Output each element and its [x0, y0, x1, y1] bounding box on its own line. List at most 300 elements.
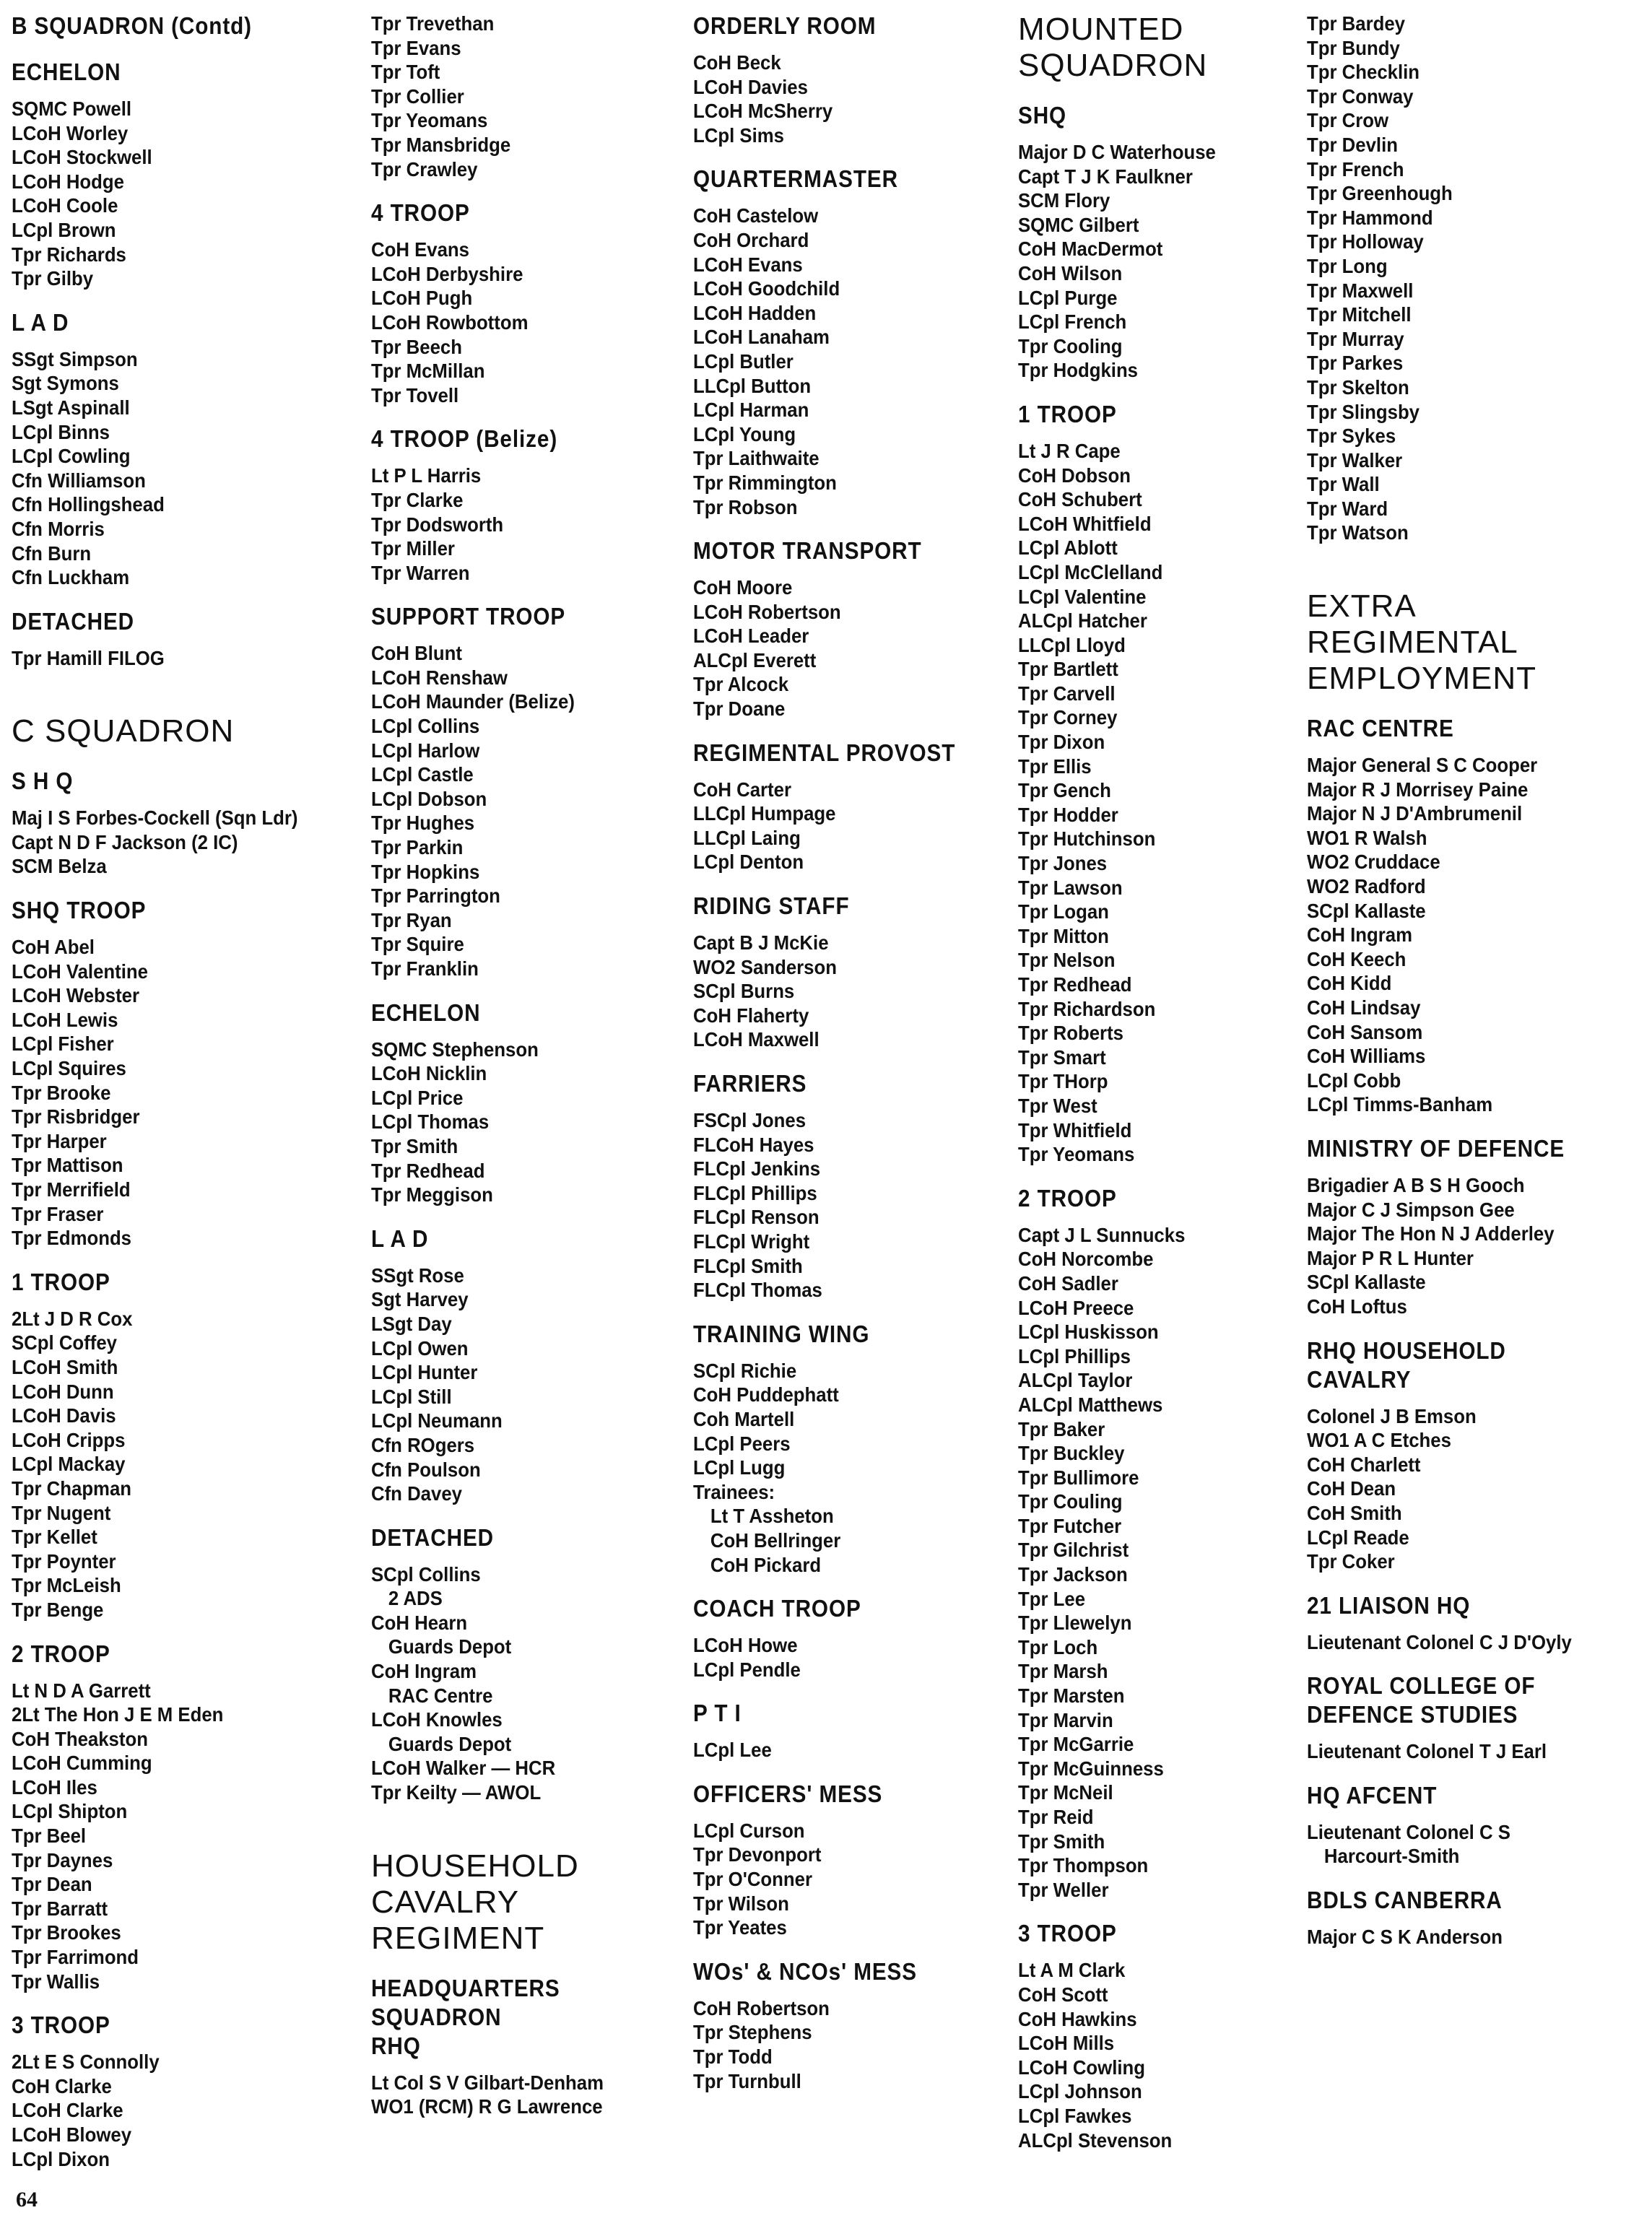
personnel-entry: CoH Williams [1307, 1045, 1426, 1068]
personnel-entry: Tpr THorp [1018, 1070, 1108, 1093]
section [371, 12, 674, 181]
personnel-entry: LCpl Harman [693, 399, 809, 422]
personnel-entry: Tpr Lawson [1018, 876, 1123, 899]
personnel-list [371, 641, 674, 980]
personnel-entry: Tpr Mansbridge [371, 133, 511, 156]
personnel-list [1018, 1958, 1321, 2152]
personnel-entry: LCoH Valentine [12, 960, 148, 983]
personnel-entry: SCpl Richie [693, 1359, 797, 1382]
personnel-entry: FLCoH Hayes [693, 1133, 814, 1156]
personnel-entry: Cfn Morris [12, 517, 105, 540]
personnel-entry: Tpr McNeil [1018, 1781, 1113, 1804]
personnel-entry: LCpl Owen [371, 1336, 469, 1360]
personnel-entry: Lieutenant Colonel C S [1307, 1820, 1510, 1843]
personnel-list [12, 1679, 315, 1994]
personnel-entry: Tpr Bullimore [1018, 1466, 1139, 1489]
personnel-entry: Lt T Assheton [710, 1505, 834, 1528]
section-heading: MINISTRY OF DEFENCE [1307, 1134, 1565, 1162]
personnel-entry: Tpr Murray [1307, 327, 1404, 350]
section [12, 1268, 315, 1622]
personnel-entry: SQMC Stephenson [371, 1038, 539, 1061]
personnel-entry: LCoH Clarke [12, 2099, 123, 2122]
personnel-entry: CoH Castelow [693, 204, 819, 227]
section [693, 1594, 996, 1682]
personnel-entry: LCoH Stockwell [12, 146, 152, 169]
personnel-entry: LCoH Walker — HCR [371, 1757, 556, 1780]
personnel-entry: Tpr Dodsworth [371, 513, 504, 536]
personnel-entry: FSCpl Jones [693, 1109, 807, 1131]
personnel-list [12, 806, 315, 879]
personnel-list [1307, 1630, 1610, 1655]
personnel-entry: Tpr Mitchell [1307, 303, 1412, 326]
personnel-entry: LCoH Iles [12, 1775, 97, 1799]
personnel-entry: Capt T J K Faulkner [1018, 165, 1193, 188]
personnel-entry: Cfn Davey [371, 1482, 462, 1505]
personnel-list [693, 1996, 996, 2093]
personnel-entry: Tpr Harper [12, 1129, 107, 1152]
personnel-list [1307, 12, 1610, 545]
section-heading: SHQ TROOP [12, 897, 147, 924]
personnel-entry: LCoH Maxwell [693, 1028, 820, 1051]
personnel-entry: LCpl Denton [693, 851, 804, 874]
personnel-entry: Tpr Alcock [693, 673, 789, 696]
personnel-entry: LSgt Day [371, 1312, 452, 1335]
section-heading: MOTOR TRANSPORT [693, 537, 922, 565]
section-heading: WOs' & NCOs' MESS [693, 1957, 917, 1985]
section [371, 425, 674, 585]
personnel-entry: CoH Charlett [1307, 1453, 1421, 1476]
personnel-list [693, 1633, 996, 1682]
personnel-entry: Maj I S Forbes-Cockell (Sqn Ldr) [12, 806, 298, 830]
personnel-entry: Tpr Smith [371, 1134, 458, 1157]
personnel-list [693, 1738, 996, 1762]
personnel-entry: Tpr Conway [1307, 84, 1414, 108]
personnel-entry: Brigadier A B S H Gooch [1307, 1173, 1525, 1196]
section-heading: DETACHED [12, 607, 135, 635]
personnel-entry: FLCpl Renson [693, 1206, 820, 1229]
personnel-entry: CoH Smith [1307, 1501, 1402, 1524]
section [693, 1320, 996, 1577]
section-heading: RAC CENTRE [1307, 715, 1454, 742]
personnel-entry: LLCpl Button [693, 374, 812, 397]
personnel-entry: LCpl Johnson [1018, 2080, 1142, 2103]
personnel-entry: LCpl Fawkes [1018, 2104, 1132, 2127]
personnel-entry: LCpl Shipton [12, 1800, 128, 1823]
unit-title: MOUNTED SQUADRON [1018, 12, 1208, 83]
personnel-entry: Major The Hon N J Adderley [1307, 1222, 1555, 1245]
personnel-list [12, 347, 315, 590]
personnel-entry: Lt J R Cape [1018, 439, 1121, 462]
personnel-entry: LCpl Neumann [371, 1409, 503, 1432]
personnel-entry: LCoH Davis [12, 1404, 116, 1427]
personnel-entry: Tpr Hodder [1018, 803, 1118, 826]
personnel-entry: LCpl Fisher [12, 1032, 114, 1056]
personnel-entry: Tpr Warren [371, 561, 470, 584]
personnel-list [12, 646, 315, 671]
personnel-entry: ALCpl Matthews [1018, 1393, 1163, 1416]
personnel-entry: Tpr Bundy [1307, 36, 1400, 59]
personnel-entry: CoH Hawkins [1018, 2007, 1137, 2030]
personnel-list [1018, 1223, 1321, 1902]
section [12, 58, 315, 291]
personnel-entry: LCpl Mackay [12, 1453, 126, 1476]
personnel-entry: Sgt Symons [12, 372, 119, 395]
section [693, 165, 996, 519]
unit-title: HOUSEHOLD CAVALRY REGIMENT [371, 1848, 579, 1956]
personnel-entry: LCoH Leader [693, 625, 809, 648]
section [1018, 1184, 1321, 1902]
personnel-list [1307, 1820, 1610, 1869]
personnel-entry: LCpl Binns [12, 420, 110, 443]
personnel-entry: Tpr French [1307, 157, 1404, 181]
personnel-entry: LCoH Howe [693, 1634, 798, 1657]
personnel-entry: LLCpl Lloyd [1018, 633, 1126, 656]
personnel-entry: Tpr Crow [1307, 109, 1389, 132]
personnel-entry: LCpl Hunter [371, 1361, 478, 1384]
personnel-entry: SCpl Collins [371, 1562, 481, 1586]
personnel-entry: Tpr Farrimond [12, 1946, 139, 1969]
personnel-entry: Tpr Weller [1018, 1878, 1109, 1901]
personnel-list [693, 204, 996, 519]
personnel-entry: Tpr Corney [1018, 706, 1118, 729]
personnel-list [371, 1264, 674, 1506]
section-heading: 4 TROOP (Belize) [371, 425, 558, 453]
personnel-entry: Tpr Ward [1307, 497, 1388, 520]
personnel-entry: Tpr Benge [12, 1598, 104, 1621]
personnel-entry: LCoH Maunder (Belize) [371, 690, 575, 713]
personnel-entry: Tpr Smith [1018, 1830, 1105, 1853]
section [1307, 1591, 1610, 1655]
personnel-entry: Tpr Lee [1018, 1587, 1086, 1610]
section [693, 1957, 996, 2093]
personnel-entry: Tpr Baker [1018, 1417, 1105, 1440]
personnel-entry: Tpr Evans [371, 36, 461, 59]
personnel-entry: Capt J L Sunnucks [1018, 1223, 1186, 1246]
section [1307, 1336, 1610, 1574]
personnel-entry: Tpr Chapman [12, 1477, 132, 1500]
personnel-entry: CoH Keech [1307, 947, 1407, 970]
personnel-entry: Guards Depot [388, 1635, 512, 1658]
personnel-entry: Tpr Yeates [693, 1916, 787, 1939]
personnel-entry: Tpr Keilty — AWOL [371, 1781, 542, 1804]
section [693, 536, 996, 721]
unit-title: EXTRA REGIMENTAL EMPLOYMENT [1307, 588, 1537, 697]
section [371, 1974, 674, 2119]
personnel-entry: SCpl Kallaste [1307, 899, 1426, 922]
personnel-entry: Tpr Holloway [1307, 230, 1424, 253]
personnel-entry: Tpr Crawley [371, 157, 478, 181]
personnel-entry: Major P R L Hunter [1307, 1246, 1474, 1269]
personnel-entry: Tpr Futcher [1018, 1514, 1122, 1537]
personnel-entry: Tpr Coker [1307, 1550, 1395, 1573]
section-heading: ORDERLY ROOM [693, 12, 877, 39]
section-heading: 3 TROOP [1018, 1920, 1117, 1947]
personnel-entry: WO2 Sanderson [693, 955, 837, 978]
section-heading: S H Q [12, 767, 74, 795]
personnel-entry: Tpr Stephens [693, 2021, 812, 2044]
section [1018, 1919, 1321, 2152]
personnel-entry: ALCpl Hatcher [1018, 609, 1147, 632]
section [371, 1848, 674, 1957]
section [693, 1780, 996, 1940]
section [371, 1225, 674, 1506]
personnel-entry: Tpr Brooke [12, 1081, 111, 1104]
personnel-entry: LCoH Robertson [693, 600, 841, 623]
personnel-entry: Tpr Franklin [371, 957, 479, 980]
personnel-entry: CoH Ingram [1307, 923, 1412, 947]
section-heading: FARRIERS [693, 1070, 807, 1097]
personnel-entry: LCpl Reade [1307, 1526, 1409, 1549]
personnel-entry: Tpr Richards [12, 243, 126, 266]
column-5 [1307, 12, 1610, 1967]
personnel-entry: Cfn Poulson [371, 1458, 481, 1481]
personnel-entry: LCpl Harlow [371, 739, 480, 762]
section [1018, 101, 1321, 383]
section [371, 199, 674, 407]
personnel-entry: Lt Col S V Gilbart-Denham [371, 2071, 604, 2094]
section-heading: 21 LIAISON HQ [1307, 1591, 1471, 1619]
personnel-entry: LCpl McClelland [1018, 560, 1163, 583]
personnel-entry: Tpr Jones [1018, 852, 1108, 875]
section [371, 999, 674, 1207]
personnel-entry: Tpr Whitfield [1018, 1118, 1132, 1141]
personnel-entry: ALCpl Everett [693, 648, 817, 671]
personnel-entry: Tpr Miller [371, 537, 455, 560]
section [1307, 12, 1610, 545]
personnel-entry: LCpl Peers [693, 1432, 791, 1455]
personnel-entry: Tpr Laithwaite [693, 447, 820, 470]
section-heading: BDLS CANBERRA [1307, 1887, 1503, 1914]
personnel-entry: CoH Clarke [12, 2074, 112, 2097]
personnel-entry: LCoH Cumming [12, 1752, 152, 1775]
personnel-entry: LCoH Blowey [12, 2123, 132, 2146]
section [1018, 400, 1321, 1167]
section [12, 767, 315, 879]
personnel-entry: CoH Moore [693, 576, 793, 599]
personnel-list [371, 12, 674, 181]
personnel-entry: LCoH Knowles [371, 1708, 503, 1731]
personnel-entry: FLCpl Thomas [693, 1279, 822, 1302]
personnel-entry: CoH Schubert [1018, 488, 1142, 511]
personnel-entry: Tpr O'Conner [693, 1868, 812, 1891]
section-heading: ECHELON [371, 999, 481, 1026]
personnel-entry: LCpl Pendle [693, 1658, 801, 1681]
personnel-entry: Lt P L Harris [371, 464, 482, 487]
personnel-entry: Tpr Nelson [1018, 949, 1116, 972]
personnel-entry: LCpl Collins [371, 715, 480, 738]
personnel-entry: CoH Abel [12, 936, 95, 959]
personnel-entry: Tpr Carvell [1018, 682, 1116, 705]
section [693, 739, 996, 874]
personnel-entry: Harcourt-Smith [1323, 1845, 1460, 1868]
personnel-entry: CoH Orchard [693, 228, 809, 251]
personnel-entry: Tpr Llewelyn [1018, 1612, 1132, 1635]
personnel-entry: Major General S C Cooper [1307, 754, 1538, 777]
personnel-entry: CoH Evans [371, 238, 470, 261]
personnel-entry: CoH Robertson [693, 1996, 830, 2019]
personnel-entry: CoH Theakston [12, 1727, 148, 1750]
personnel-entry: LCpl Brown [12, 218, 116, 241]
column-1 [12, 12, 315, 2188]
personnel-list [1018, 439, 1321, 1167]
personnel-entry: Major D C Waterhouse [1018, 141, 1216, 163]
section [1307, 1134, 1610, 1319]
personnel-entry: LCpl Phillips [1018, 1344, 1131, 1367]
personnel-entry: Tpr Thompson [1018, 1854, 1149, 1877]
personnel-entry: 2Lt E S Connolly [12, 2050, 160, 2074]
personnel-entry: Colonel J B Emson [1307, 1404, 1477, 1427]
personnel-entry: WO2 Radford [1307, 875, 1426, 898]
personnel-entry: LCpl Price [371, 1086, 464, 1109]
personnel-entry: LCoH Dunn [12, 1380, 114, 1403]
personnel-entry: Tpr Maxwell [1307, 279, 1414, 302]
personnel-entry: Tpr Turnbull [693, 2069, 801, 2092]
section-heading: TRAINING WING [693, 1320, 870, 1347]
personnel-entry: Tpr Beech [371, 335, 462, 358]
personnel-entry: SCM Flory [1018, 189, 1110, 212]
personnel-entry: LCpl Dobson [371, 787, 487, 810]
personnel-list [693, 575, 996, 721]
personnel-entry: LCoH Cowling [1018, 2056, 1145, 2079]
personnel-entry: LCpl Still [371, 1385, 452, 1408]
personnel-entry: LCoH Renshaw [371, 666, 508, 689]
personnel-entry: RAC Centre [388, 1684, 493, 1707]
personnel-entry: Tpr Hammond [1307, 206, 1433, 229]
personnel-list [1307, 1404, 1610, 1574]
personnel-entry: CoH Dobson [1018, 464, 1131, 487]
personnel-entry: CoH Puddephatt [693, 1383, 839, 1406]
personnel-entry: LCoH Smith [12, 1355, 118, 1378]
personnel-list [371, 1038, 674, 1207]
personnel-list [371, 238, 674, 407]
personnel-entry: Major N J D'Ambrumenil [1307, 802, 1523, 825]
personnel-entry: Trainees: [693, 1480, 775, 1503]
personnel-entry: LCpl Sims [693, 123, 784, 147]
personnel-entry: CoH Scott [1018, 1983, 1108, 2006]
personnel-list [693, 931, 996, 1052]
personnel-list [1307, 1739, 1610, 1764]
section-heading: 2 TROOP [12, 1640, 110, 1667]
personnel-list [12, 935, 315, 1251]
section-heading: 4 TROOP [371, 199, 470, 227]
personnel-entry: SQMC Gilbert [1018, 213, 1139, 236]
personnel-entry: FLCpl Jenkins [693, 1157, 821, 1180]
personnel-entry: LCoH Nicklin [371, 1062, 487, 1085]
personnel-entry: LCpl Thomas [371, 1110, 490, 1134]
personnel-entry: Tpr Kellet [12, 1526, 97, 1549]
personnel-entry: Major C J Simpson Gee [1307, 1198, 1515, 1221]
personnel-entry: CoH Hearn [371, 1611, 468, 1634]
personnel-entry: Lieutenant Colonel C J D'Oyly [1307, 1630, 1572, 1653]
column-4 [1018, 12, 1321, 2170]
personnel-entry: 2Lt The Hon J E M Eden [12, 1703, 224, 1726]
section-heading: DETACHED [371, 1523, 495, 1551]
section [12, 12, 315, 40]
section-heading: P T I [693, 1700, 742, 1727]
personnel-entry: CoH Sansom [1307, 1020, 1423, 1043]
personnel-entry: Tpr Barratt [12, 1897, 108, 1920]
personnel-entry: Tpr Meggison [371, 1183, 493, 1206]
personnel-entry: Tpr McGarrie [1018, 1733, 1134, 1756]
section-heading: 1 TROOP [12, 1268, 110, 1295]
personnel-entry: Cfn Hollingshead [12, 493, 165, 516]
personnel-entry: Tpr Couling [1018, 1490, 1123, 1513]
section-heading: 1 TROOP [1018, 400, 1117, 427]
personnel-entry: Tpr Checklin [1307, 61, 1420, 84]
personnel-entry: LCoH Pugh [371, 287, 473, 310]
section [12, 308, 315, 590]
personnel-entry: Tpr Smart [1018, 1045, 1106, 1069]
personnel-entry: Tpr Watson [1307, 521, 1409, 544]
personnel-list [12, 2050, 315, 2171]
section [12, 2011, 315, 2171]
personnel-entry: Major C S K Anderson [1307, 1926, 1503, 1949]
personnel-entry: Tpr Devlin [1307, 133, 1398, 156]
personnel-entry: Cfn ROgers [371, 1433, 475, 1456]
personnel-entry: LCoH Coole [12, 194, 118, 217]
personnel-entry: WO1 R Walsh [1307, 826, 1427, 849]
personnel-entry: Tpr Sykes [1307, 425, 1396, 448]
personnel-entry: Tpr Ryan [371, 908, 452, 931]
personnel-entry: LCoH Evans [693, 253, 803, 276]
personnel-entry: Tpr Long [1307, 254, 1388, 277]
personnel-entry: LCpl Ablott [1018, 536, 1118, 560]
personnel-entry: Tpr Devonport [693, 1843, 822, 1866]
personnel-entry: LCoH Cripps [12, 1428, 126, 1451]
section [1307, 714, 1610, 1117]
personnel-entry: Tpr Squire [371, 933, 464, 956]
section-heading: B SQUADRON (Contd) [12, 12, 252, 39]
personnel-entry: Capt N D F Jackson (2 IC) [12, 830, 238, 853]
section-heading: SHQ [1018, 102, 1067, 129]
personnel-entry: LCoH Hodge [12, 170, 124, 193]
personnel-entry: Tpr Jackson [1018, 1563, 1128, 1586]
section [12, 896, 315, 1251]
personnel-entry: Tpr Slingsby [1307, 400, 1420, 423]
section-heading: RIDING STAFF [693, 892, 850, 920]
personnel-entry: 2Lt J D R Cox [12, 1307, 133, 1330]
personnel-entry: CoH Kidd [1307, 972, 1392, 995]
personnel-list [1307, 1173, 1610, 1319]
personnel-entry: LCoH Davies [693, 75, 808, 98]
column-2 [371, 12, 674, 2136]
section-heading: OFFICERS' MESS [693, 1780, 883, 1807]
personnel-entry: LCoH Lanaham [693, 326, 830, 349]
personnel-entry: Tpr Todd [693, 2045, 773, 2069]
personnel-entry: CoH Ingram [371, 1660, 477, 1683]
personnel-entry: CoH Loftus [1307, 1295, 1407, 1318]
personnel-entry: CoH Lindsay [1307, 996, 1421, 1019]
personnel-entry: LCpl Huskisson [1018, 1321, 1159, 1344]
personnel-entry: Tpr Mitton [1018, 924, 1109, 947]
personnel-entry: Tpr Gench [1018, 779, 1111, 802]
personnel-entry: Tpr Wall [1307, 473, 1380, 496]
section-heading: RHQ HOUSEHOLD CAVALRY [1307, 1336, 1506, 1393]
personnel-entry: CoH Bellringer [710, 1528, 841, 1552]
personnel-entry: Tpr Redhead [371, 1159, 485, 1182]
personnel-entry: Tpr Nugent [12, 1501, 111, 1524]
section-heading: HEADQUARTERS SQUADRON RHQ [371, 1974, 560, 2059]
section-heading: HQ AFCENT [1307, 1781, 1438, 1809]
personnel-entry: Tpr Mattison [12, 1154, 123, 1177]
personnel-list [1018, 140, 1321, 383]
personnel-entry: Capt B J McKie [693, 931, 829, 954]
personnel-entry: CoH MacDermot [1018, 238, 1163, 261]
personnel-entry: Tpr Brookes [12, 1921, 121, 1944]
personnel-entry: LCpl Valentine [1018, 585, 1147, 608]
personnel-entry: CoH Sadler [1018, 1271, 1118, 1295]
personnel-entry: Tpr Trevethan [371, 12, 495, 35]
